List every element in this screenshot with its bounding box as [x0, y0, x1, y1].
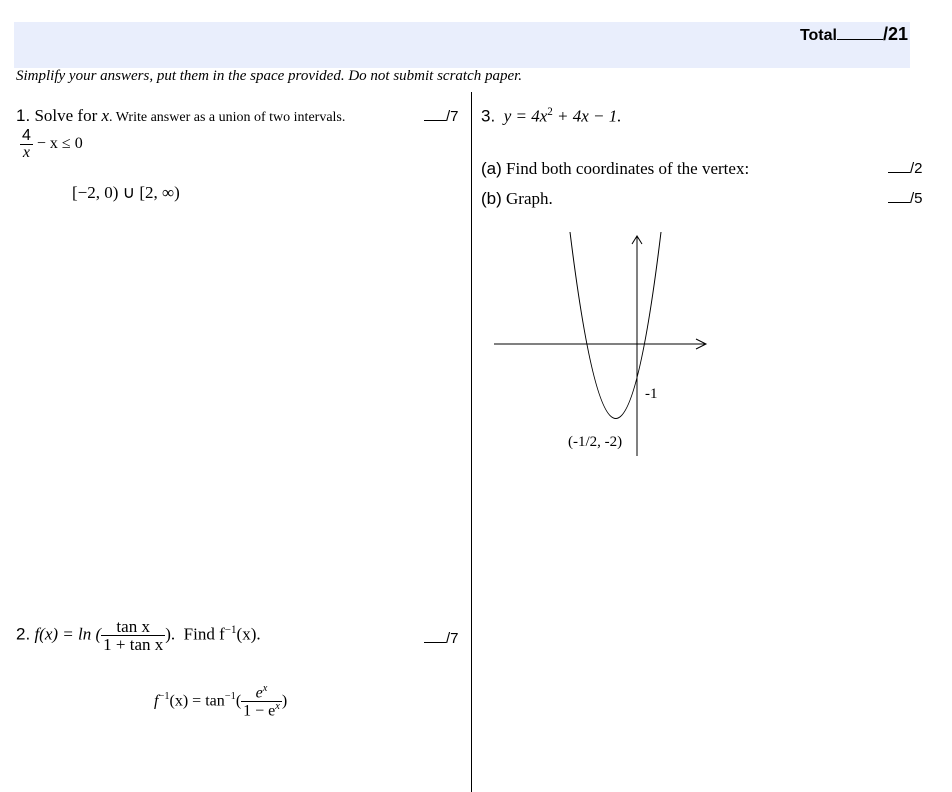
q2-score-blank[interactable] — [424, 630, 446, 643]
q2-find-sup: −1 — [224, 623, 237, 636]
q2-ans-den-sup: x — [275, 701, 280, 713]
q3-part-a-blank[interactable] — [888, 160, 910, 173]
q3-number: 3. — [481, 106, 496, 126]
q3-part-a-label: (a) — [481, 159, 502, 178]
q3-prompt — [481, 106, 622, 127]
q3-part-b-score-value: /5 — [910, 190, 923, 207]
q1-score-value: /7 — [446, 108, 459, 125]
q2-ans-fraction — [241, 684, 282, 720]
q1-number: 1. — [16, 106, 31, 125]
q3-part-b-label: (b) — [481, 189, 502, 208]
q2-ans-den — [241, 702, 282, 719]
q2-ans-open: ( — [235, 692, 242, 710]
q1-score — [424, 108, 459, 125]
intercept-label: -1 — [645, 386, 658, 402]
q2-func-suffix: ). — [165, 624, 176, 644]
q2-frac-den: 1 + tan x — [103, 635, 164, 654]
q1-inequality-rest: − x ≤ 0 — [36, 135, 83, 153]
total-denominator: /21 — [882, 24, 908, 44]
q2-answer — [154, 684, 287, 720]
q3-part-a — [481, 159, 749, 179]
q2-ans-num-base: e — [255, 684, 263, 702]
q2-ans-sup: −1 — [158, 691, 170, 703]
q2-fraction — [101, 618, 165, 653]
vertex-label: (-1/2, -2) — [568, 434, 623, 450]
q3-part-b-blank[interactable] — [888, 190, 910, 203]
total-score — [800, 24, 908, 45]
q1-score-blank[interactable] — [424, 108, 446, 121]
parabola-graph — [490, 228, 720, 468]
q1-variable: x — [101, 106, 110, 125]
q2-func-prefix: f(x) = ln ( — [34, 624, 102, 644]
q2-ans-close: ) — [281, 692, 288, 710]
q1-inequality — [20, 128, 83, 161]
q3-part-b — [481, 189, 553, 209]
q1-frac-den: x — [22, 144, 30, 161]
q1-frac-num: 4 — [22, 127, 31, 144]
q2-ans-mid: (x) = tan — [169, 692, 225, 710]
total-blank[interactable] — [837, 25, 883, 40]
q3-part-b-score — [888, 190, 923, 207]
q3-part-b-text: Graph. — [506, 189, 553, 208]
header-band — [14, 22, 910, 68]
q3-part-a-score — [888, 160, 923, 177]
instructions: Simplify your answers, put them in the space provided. Do not submit scratch paper. — [16, 68, 523, 84]
q2-prompt — [16, 618, 261, 653]
q2-score-value: /7 — [446, 630, 459, 647]
q3-equation-prefix: y = 4x — [503, 106, 548, 126]
total-label: Total — [799, 27, 837, 44]
q2-ans-num-sup: x — [262, 683, 268, 694]
q3-equation-sup: 2 — [547, 106, 553, 118]
q3-equation-rest: + 4x − 1. — [552, 106, 622, 126]
q2-find-text: Find f — [183, 624, 225, 644]
q2-ans-den-base: 1 − e — [243, 702, 276, 720]
q1-answer: [−2, 0) ∪ [2, ∞) — [72, 183, 180, 202]
q3-part-a-text: Find both coordinates of the vertex: — [506, 159, 750, 178]
q1-fraction — [20, 128, 33, 161]
q2-score — [424, 630, 459, 647]
q2-number: 2. — [16, 624, 31, 644]
q2-ans-prefix: f — [154, 692, 159, 710]
q2-ans-num — [241, 684, 282, 702]
q2-ans-sup2: −1 — [224, 691, 236, 703]
q1-prompt — [16, 106, 345, 126]
q1-prompt-suffix: . Write answer as a union of two intervals. — [109, 110, 346, 125]
q2-find-tail: (x). — [236, 624, 261, 644]
q1-prompt-prefix: Solve for — [34, 106, 98, 125]
q2-frac-num: tan x — [101, 618, 165, 636]
q3-part-a-score-value: /2 — [910, 160, 923, 177]
column-divider — [471, 92, 472, 792]
